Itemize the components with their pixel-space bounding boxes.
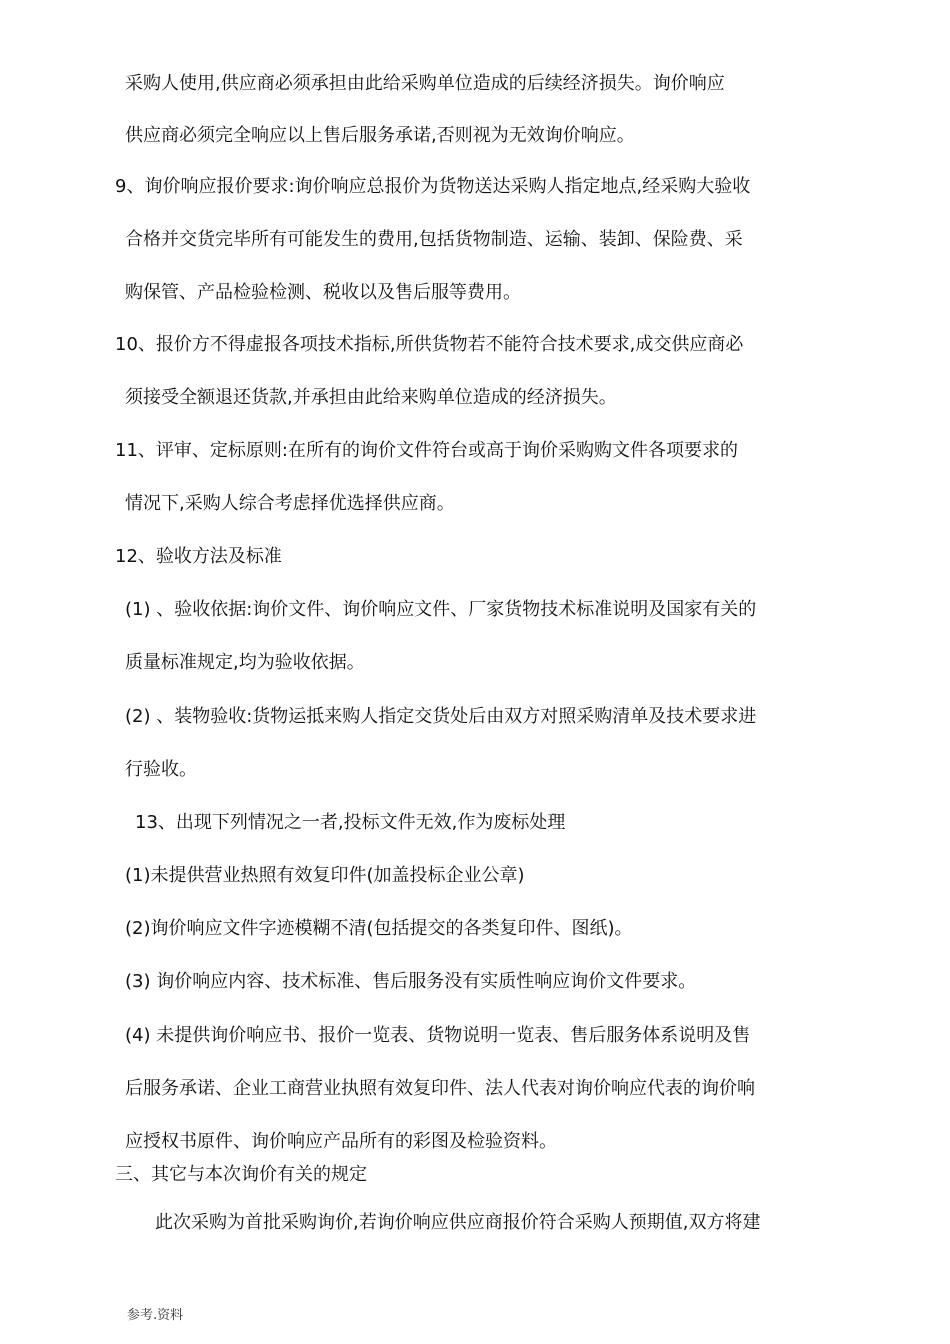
text-line-21: 应授权书原件、询价响应产品所有的彩图及检验资料。: [125, 1131, 557, 1152]
text-line-19: (4) 未提供询价响应书、报价一览表、货物说明一览表、售后服务体系说明及售: [125, 1025, 751, 1046]
text-line-3: 9、询价响应报价要求:询价响应总报价为货物送达采购人指定地点,经采购大验收: [115, 176, 751, 197]
text-line-20: 后服务承诺、企业工商营业执照有效复印件、法人代表对询价响应代表的询价响: [125, 1078, 755, 1099]
text-line-18: (3) 询价响应内容、技术标准、售后服务没有实质性响应询价文件要求。: [125, 971, 697, 992]
footer-note: 参考.资料: [127, 1308, 184, 1323]
text-line-17: (2)询价响应文件字迹模糊不清(包括提交的各类复印件、图纸)。: [125, 918, 633, 939]
text-line-4: 合格并交货完毕所有可能发生的费用,包括货物制造、运输、装卸、保险费、采: [125, 229, 743, 250]
text-line-13: (2) 、装物验收:货物运抵来购人指定交货处后由双方对照采购清单及技术要求进: [125, 706, 757, 727]
text-line-5: 购保管、产品检验检测、税收以及售后服等费用。: [125, 282, 521, 303]
text-line-8: 11、评审、定标原则:在所有的询价文件符台或高于询价采购购文件各项要求的: [115, 440, 738, 461]
text-line-10: 12、验收方法及标准: [115, 546, 282, 567]
text-line-23: 此次采购为首批采购询价,若询价响应供应商报价符合采购人预期值,双方将建: [155, 1212, 761, 1233]
text-line-1: 采购人使用,供应商必须承担由此给采购单位造成的后续经济损失。询价响应: [125, 73, 725, 94]
text-line-16: (1)未提供营业热照有效复印件(加盖投标企业公章): [125, 865, 525, 886]
text-line-12: 质量标准规定,均为验收依据。: [125, 652, 365, 673]
section-heading-3: 三、其它与本次询价有关的规定: [115, 1164, 367, 1185]
text-line-11: (1) 、验收依据:询价文件、询价响应文件、厂家货物技术标准说明及国家有关的: [125, 599, 757, 620]
text-line-2: 供应商必须完全响应以上售后服务承诺,否则视为无效询价响应。: [125, 125, 635, 146]
text-line-14: 行验收。: [125, 759, 197, 780]
text-line-6: 10、报价方不得虚报各项技术指标,所供货物若不能符合技术要求,成交供应商必: [115, 334, 744, 355]
text-line-15: 13、出现下列情况之一者,投标文件无效,作为废标处理: [135, 812, 566, 833]
text-line-9: 情况下,采购人综合考虑择优选择供应商。: [125, 493, 455, 514]
text-line-7: 须接受全额退还货款,并承担由此给来购单位造成的经济损失。: [125, 387, 617, 408]
